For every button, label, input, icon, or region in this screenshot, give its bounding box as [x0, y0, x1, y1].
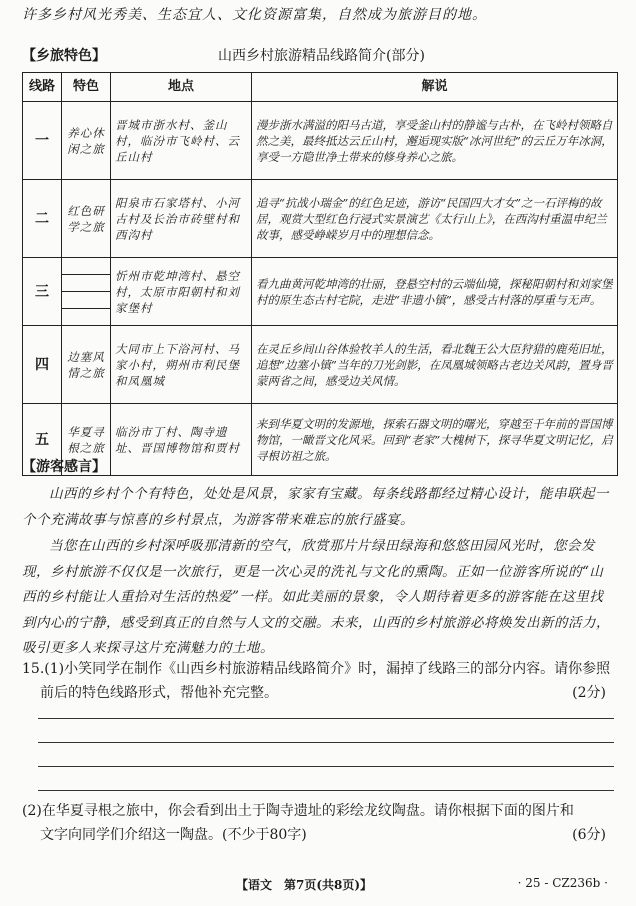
visitor-paragraph-2: 当您在山西的乡村深呼吸那清新的空气，欣赏那片片绿田绿海和悠悠田园风光时，您会发现，乡村旅游不仅仅是一次旅行，更是一次心灵的洗礼与文化的熏陶。正如一位游客所说的“山西的乡村能让人重拾对生活的热爱”一样。如此美丽的景象，令人期待着更多的游客能在这里找到内心的宁静，感受到真正的自然与人文的交融。未来，山西的乡村旅游必将焕发出新的活力，吸引更多人来探寻这片充满魅力的土地。: [22, 538, 610, 656]
header-place: 地点: [111, 73, 252, 102]
route-place: 大同市上下浴河村、马家小村，朔州市利民堡和凤凰城: [111, 326, 252, 404]
question-15-2-line-1: (2)在华夏寻根之旅中，你会看到出土于陶寺遗址的彩绘龙纹陶盘。请你根据下面的图片和: [22, 803, 574, 819]
blank-box: [62, 258, 110, 275]
route-number: 二: [23, 180, 62, 258]
route-description: 追寻“抗战小瑞金”的红色足迹，游访“民国四大才女”之一石评梅的故居，观赏大型红色行浸式实景演艺《太行山上》，在西沟村重温申纪兰故事，感受峥嵘岁月中的理想信念。: [252, 180, 618, 258]
table-title: 山西乡村旅游精品线路简介(部分): [218, 48, 425, 64]
route-description: 看九曲黄河乾坤湾的壮丽，登悬空村的云端仙境，探秘阳朝村和刘家堡村的原生态古村宅院，走进“非遗小镇”，感受古村落的厚重与无声。: [252, 258, 618, 326]
route-number: 四: [23, 326, 62, 404]
page-footer-code: · 25 - CZ236b ·: [517, 876, 608, 890]
table-row: [23, 326, 618, 404]
route-number: 一: [23, 102, 62, 180]
route-feature: 养心休闲之旅: [62, 102, 111, 180]
feature-section-tag: 【乡旅特色】: [22, 48, 106, 64]
blank-box: [62, 292, 110, 309]
route-place: 临汾市丁村、陶寺遗址、晋国博物馆和贾村: [111, 404, 252, 476]
route-place: 阳泉市石家塔村、小河古村及长治市砖壁村和西沟村: [111, 180, 252, 258]
table-row: [23, 102, 618, 180]
question-15-1-line-2: 前后的特色线路形式，帮他补充完整。: [40, 685, 278, 701]
route-description: 在灵丘乡间山谷体验牧羊人的生活，看北魏王公大臣狩猎的鹿苑旧址，追想“边塞小镇”当年的刀光剑影，在凤凰城领略古老边关风韵，置身晋蒙两省之间，感受边关风情。: [252, 326, 618, 404]
answer-line[interactable]: [38, 766, 614, 767]
intro-line: 许多乡村风光秀美、生态宜人、文化资源富集，自然成为旅游目的地。: [22, 7, 487, 23]
blank-box: [62, 309, 110, 325]
question-15-2-line-2: 文字向同学们介绍这一陶盘。(不少于80字): [40, 827, 307, 843]
question-15-1-line-1: 15.(1)小笑同学在制作《山西乡村旅游精品线路简介》时，漏掉了线路三的部分内容。请你参照: [22, 661, 611, 677]
header-feature: 特色: [62, 73, 111, 102]
route-feature: 边塞风情之旅: [62, 326, 111, 404]
route-place: 晋城市浙水村、釜山村，临汾市飞岭村、云丘山村: [111, 102, 252, 180]
question-15-2-score: (6分): [572, 827, 606, 843]
routes-table: [22, 72, 618, 476]
route-feature: 华夏寻根之旅: [62, 404, 111, 476]
visitor-section-tag: 【游客感言】: [22, 459, 106, 475]
route-number: 五: [23, 404, 62, 476]
table-row: [23, 180, 618, 258]
visitor-paragraph-1: 山西的乡村个个有特色，处处是风景，家家有宝藏。每条线路都经过精心设计，能串联起一个个充满故事与惊喜的乡村景点，为游客带来难忘的旅行盛宴。: [22, 486, 609, 528]
answer-line[interactable]: [38, 718, 614, 719]
table-row: [23, 258, 618, 326]
route-description: 漫步浙水满溢的阳马古道，享受釜山村的静谧与古朴，在飞岭村领略自然之美，最终抵达云丘山村，邂逅现实版“冰河世纪”的云丘万年冰洞，享受一方隐世净土带来的修身养心之旅。: [252, 102, 618, 180]
route-number: 三: [23, 258, 62, 326]
blank-box: [62, 275, 110, 292]
question-15-1-score: (2分): [572, 685, 606, 701]
feature-section-header: [22, 47, 618, 65]
answer-line[interactable]: [38, 790, 614, 791]
route-feature-blank: [62, 258, 111, 326]
table-header-row: [23, 73, 618, 102]
route-description: 来到华夏文明的发源地，探索石器文明的曙光，穿越至千年前的晋国博物馆，一瞰晋文化风采。回到“老家”大槐树下，探寻华夏文明记忆，启寻根访祖之旅。: [252, 404, 618, 476]
route-place: 忻州市乾坤湾村、悬空村，太原市阳朝村和刘家堡村: [111, 258, 252, 326]
header-description: 解说: [252, 73, 618, 102]
answer-line[interactable]: [38, 742, 614, 743]
page-footer-label: 【语文 第7页(共8页)】: [236, 878, 373, 892]
header-route: 线路: [23, 73, 62, 102]
route-feature: 红色研学之旅: [62, 180, 111, 258]
